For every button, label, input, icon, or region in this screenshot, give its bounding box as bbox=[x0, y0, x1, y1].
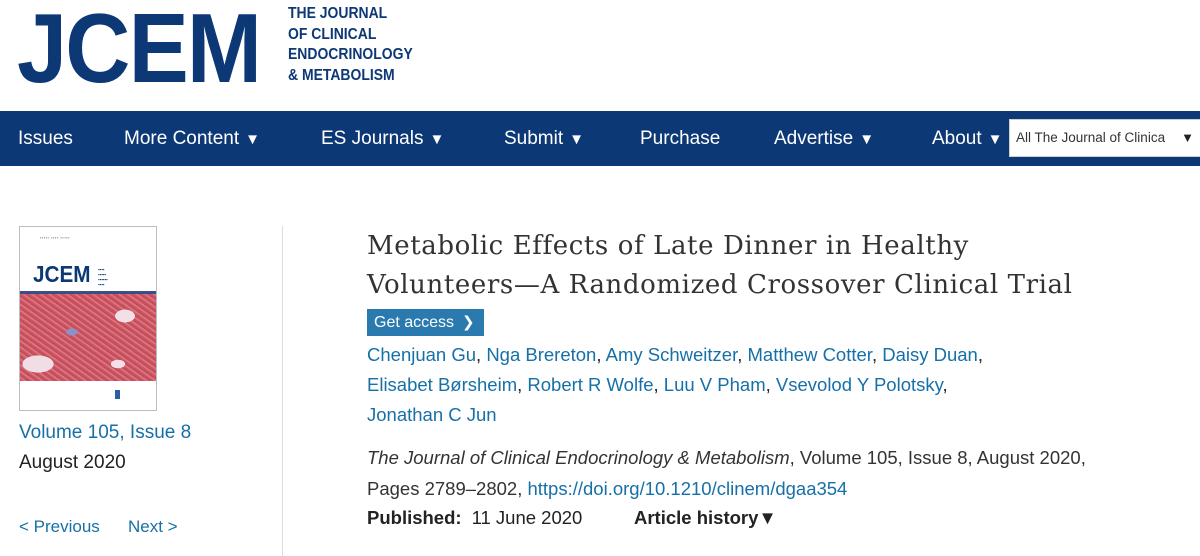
issue-cover-image[interactable] bbox=[19, 226, 157, 411]
logo-line-1: THE JOURNAL bbox=[288, 5, 388, 22]
nav-es-journals-label: ES Journals bbox=[321, 128, 424, 149]
previous-article-link[interactable]: < Previous bbox=[19, 517, 100, 536]
author-separator: , bbox=[871, 344, 878, 365]
doi-link[interactable]: https://doi.org/10.1210/clinem/dgaa354 bbox=[527, 477, 848, 499]
cover-masthead-line: ▪▪▪▪▪ ▪▪▪▪ ▪▪▪▪▪ bbox=[40, 235, 71, 240]
caret-down-icon: ▼ bbox=[1181, 130, 1194, 145]
published-info bbox=[367, 504, 582, 532]
caret-down-icon: ▼ bbox=[245, 131, 260, 148]
column-divider bbox=[282, 226, 283, 556]
author-link[interactable]: Amy Schweitzer bbox=[605, 344, 738, 365]
article-title-line-1: Metabolic Effects of Late Dinner in Healthy bbox=[367, 231, 969, 261]
nav-about-label: About bbox=[932, 128, 982, 149]
logo-line-2: OF CLINICAL bbox=[288, 25, 377, 43]
article-history-label: Article history bbox=[634, 507, 759, 528]
nav-submit-label: Submit bbox=[504, 128, 564, 149]
nav-more-content[interactable] bbox=[124, 111, 260, 166]
cover-header bbox=[20, 227, 156, 289]
publisher-logo-icon bbox=[115, 390, 137, 399]
article-title-line-2: Volunteers—A Randomized Crossover Clinical Trial bbox=[367, 270, 1073, 300]
author-separator: , bbox=[737, 344, 743, 365]
journal-name-logo[interactable] bbox=[288, 4, 413, 86]
caret-down-icon: ▼ bbox=[429, 131, 445, 148]
nav-purchase[interactable] bbox=[640, 111, 720, 166]
author-link[interactable]: Chenjuan Gu bbox=[367, 344, 477, 365]
author-link[interactable]: Vsevolod Y Polotsky bbox=[775, 374, 943, 395]
nav-advertise[interactable] bbox=[774, 111, 874, 166]
nav-purchase-label: Purchase bbox=[640, 128, 721, 149]
next-article-link[interactable]: Next > bbox=[128, 517, 178, 536]
author-separator: , bbox=[517, 374, 523, 395]
logo-line-3: ENDOCRINOLOGY bbox=[288, 46, 413, 63]
citation-details: , Volume 105, Issue 8, August 2020, Pages 2789–2802, bbox=[367, 447, 1086, 499]
nav-issues-label: Issues bbox=[18, 128, 73, 149]
author-separator: , bbox=[977, 344, 983, 365]
author-link[interactable]: Jonathan C Jun bbox=[367, 404, 497, 425]
nav-about[interactable] bbox=[932, 111, 1003, 166]
nav-es-journals[interactable] bbox=[321, 111, 444, 166]
caret-down-icon: ▼ bbox=[987, 131, 1003, 148]
author-list bbox=[367, 340, 1107, 430]
get-access-label: Get access bbox=[374, 314, 455, 331]
cover-logo: JCEM bbox=[33, 261, 91, 287]
published-label: Published: bbox=[367, 507, 462, 528]
author-separator: , bbox=[653, 374, 659, 395]
caret-down-icon: ▼ bbox=[859, 131, 875, 148]
logo-line-4: & METABOLISM bbox=[288, 66, 395, 84]
cover-histology-image bbox=[20, 294, 156, 381]
jcem-logo[interactable]: JCEM bbox=[17, 0, 261, 103]
cover-logo-subtitle: ▪▪▪▪ ▪▪▪▪▪ ▪▪▪▪▪▪ ▪▪▪▪ bbox=[98, 267, 108, 287]
author-link[interactable]: Daisy Duan bbox=[882, 344, 978, 365]
search-scope-value: All The Journal of Clinica bbox=[1016, 130, 1166, 145]
nav-advertise-label: Advertise bbox=[774, 128, 854, 149]
issue-link[interactable]: Volume 105, Issue 8 bbox=[19, 422, 192, 443]
author-separator: , bbox=[596, 344, 602, 365]
author-link[interactable]: Robert R Wolfe bbox=[527, 374, 654, 395]
article-history-toggle[interactable] bbox=[634, 504, 777, 532]
published-date: 11 June 2020 bbox=[471, 507, 583, 528]
author-link[interactable]: Elisabet Børsheim bbox=[367, 374, 518, 395]
caret-down-icon: ▼ bbox=[758, 507, 777, 528]
article-title bbox=[367, 227, 1167, 305]
author-separator: , bbox=[942, 374, 948, 395]
caret-down-icon: ▼ bbox=[569, 131, 584, 148]
search-scope-select[interactable] bbox=[1009, 119, 1200, 157]
author-link[interactable]: Matthew Cotter bbox=[747, 344, 872, 365]
nav-issues[interactable] bbox=[18, 111, 73, 166]
author-separator: , bbox=[476, 344, 482, 365]
author-link[interactable]: Luu V Pham bbox=[663, 374, 766, 395]
nav-more-content-label: More Content bbox=[124, 128, 240, 149]
get-access-button[interactable] bbox=[367, 309, 484, 336]
citation-journal: The Journal of Clinical Endocrinology & Metabolism bbox=[367, 447, 790, 468]
site-header bbox=[0, 0, 1200, 111]
cover-footer bbox=[20, 381, 156, 410]
author-link[interactable]: Nga Brereton bbox=[486, 344, 597, 365]
author-separator: , bbox=[765, 374, 771, 395]
issue-date: August 2020 bbox=[19, 452, 126, 473]
nav-submit[interactable] bbox=[504, 111, 584, 166]
chevron-right-icon: ❯ bbox=[462, 314, 475, 331]
citation bbox=[367, 443, 1127, 504]
